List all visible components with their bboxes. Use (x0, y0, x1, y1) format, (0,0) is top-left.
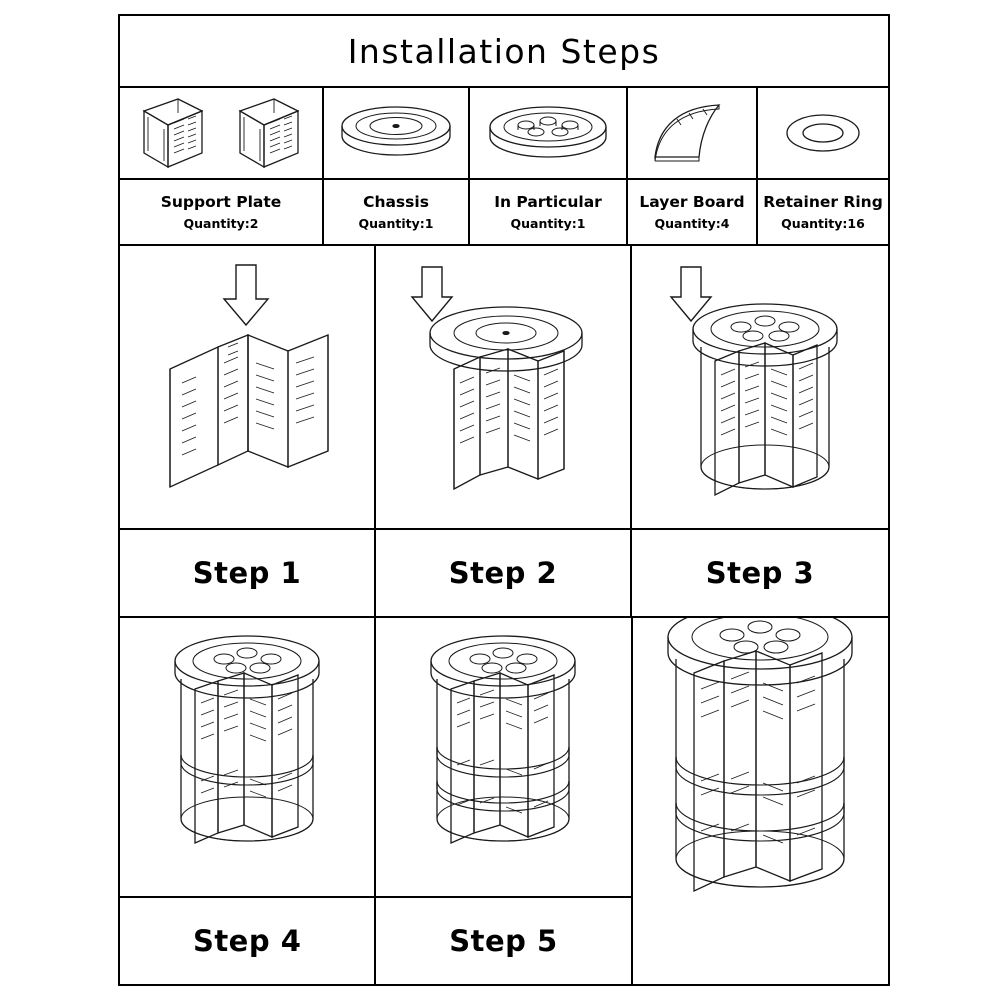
part-label-in-particular (470, 180, 628, 244)
step-caption-text: Step 1 (192, 556, 302, 590)
step-caption-3 (632, 528, 888, 616)
part-image-support-plate (120, 88, 324, 178)
step-5-illustration (376, 618, 630, 896)
part-name: Support Plate (160, 193, 282, 212)
part-quantity: Quantity:1 (358, 215, 434, 231)
part-name: Chassis (363, 193, 429, 212)
step-caption-2 (376, 528, 630, 616)
part-name: Layer Board (639, 193, 745, 212)
part-label-layer-board (628, 180, 758, 244)
part-label-retainer-ring (758, 180, 888, 244)
installation-sheet (118, 14, 890, 986)
part-quantity: Quantity:1 (510, 215, 586, 231)
part-image-chassis (324, 88, 470, 178)
final-assembly-caption (633, 915, 888, 986)
part-image-in-particular (470, 88, 628, 178)
step-caption-5 (376, 896, 630, 984)
part-label-support-plate (120, 180, 324, 244)
part-label-chassis (324, 180, 470, 244)
step-caption-text: Step 4 (192, 924, 302, 958)
parts-label-row (120, 180, 888, 246)
part-image-retainer-ring (758, 88, 888, 178)
part-quantity: Quantity:4 (654, 215, 730, 231)
step-3-illustration (632, 246, 888, 528)
step-4-illustration (120, 618, 374, 896)
step-caption-4 (120, 896, 374, 984)
step-1-illustration (120, 246, 374, 528)
steps-row-2 (120, 618, 888, 986)
page-title: Installation Steps (347, 31, 661, 71)
step-cell-5 (376, 618, 632, 986)
step-caption-text: Step 2 (448, 556, 558, 590)
step-2-illustration (376, 246, 630, 528)
step-caption-text: Step 3 (705, 556, 815, 590)
title-row (120, 16, 888, 88)
step-cell-4 (120, 618, 376, 986)
part-image-layer-board (628, 88, 758, 178)
final-assembly-illustration (633, 618, 888, 915)
step-caption-text: Step 5 (449, 924, 558, 958)
part-name: Retainer Ring (763, 193, 883, 212)
steps-row-1 (120, 246, 888, 618)
final-assembly-cell (633, 618, 888, 986)
step-cell-1 (120, 246, 376, 616)
part-quantity: Quantity:16 (781, 215, 865, 231)
step-cell-3 (632, 246, 888, 616)
steps-grid (120, 246, 888, 986)
part-name: In Particular (494, 193, 602, 212)
parts-image-row (120, 88, 888, 180)
part-quantity: Quantity:2 (183, 215, 259, 231)
step-cell-2 (376, 246, 632, 616)
step-caption-1 (120, 528, 374, 616)
